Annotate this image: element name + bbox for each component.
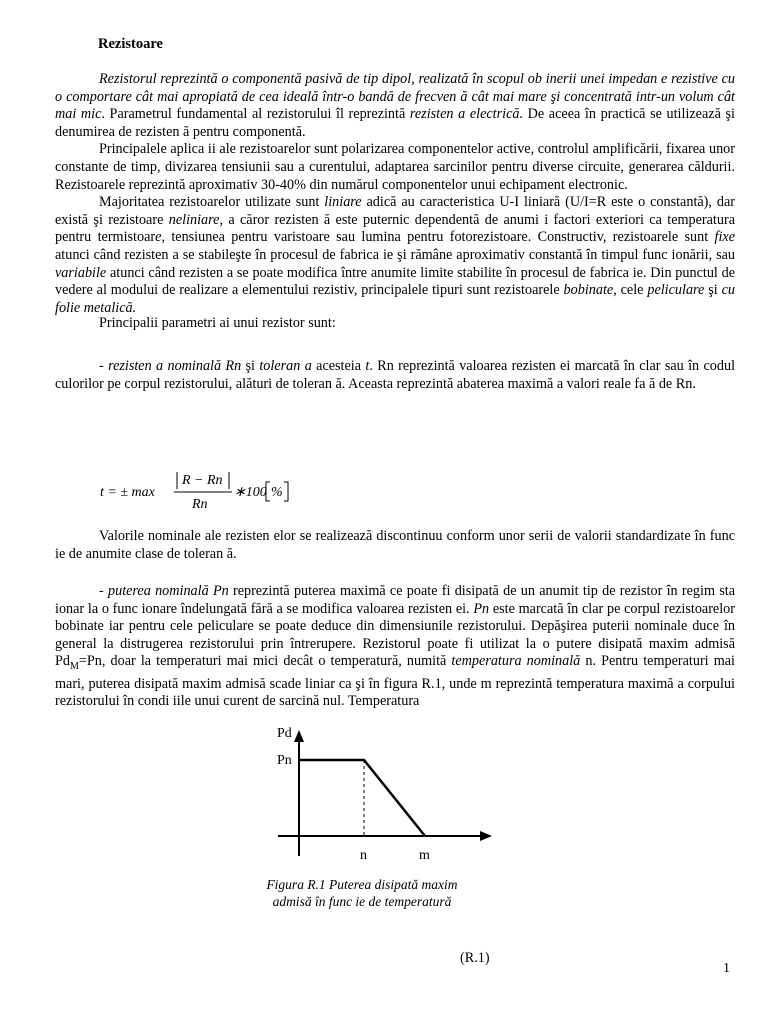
italic-definition: Rezistorul reprezintă o componentă pasivă de tip dipol, realizată în scopul ob inerii unei impedan e rezistive cu o comportare cât mai apropiată de cea ideală într-o bandă de frecven ă cât mai mare şi concentrată intr-un volum cât mai mic	[55, 71, 735, 123]
italic-term: liniare	[324, 194, 362, 211]
italic-term: rezisten a electrică.	[409, 106, 524, 123]
italic-term: bobinate	[563, 282, 614, 299]
paragraph-definition	[55, 71, 735, 141]
page-number: 1	[723, 961, 730, 976]
paragraph-nominal-values: Valorile nominale ale rezisten elor se realizează discontinuu conform unor serii de valorii standardizate în func ie de anumite clase de toleran ă.	[55, 528, 735, 562]
paragraph-types	[55, 194, 735, 317]
x-label-n: n	[360, 848, 367, 863]
text: -	[99, 583, 108, 599]
text: , tensiunea pentru varistoare sau lumina pentru fotorezistoare. Constructiv, rezistoarele sunt	[161, 229, 715, 246]
italic-term: peliculare	[647, 282, 705, 299]
italic-term: fixe	[714, 229, 736, 246]
text: -	[99, 358, 109, 374]
formula-unit: %	[271, 485, 283, 500]
formula-lhs: t = ± max	[100, 485, 155, 500]
derating-curve	[299, 760, 425, 836]
paragraph-intro	[55, 71, 735, 317]
italic-term: variabile	[55, 264, 107, 281]
italic-term: Pn	[473, 600, 490, 617]
text: atunci când rezisten a se stabileşte în procesul de fabrica ie şi rămâne aproximativ constantă în timpul func ionării, sau	[55, 246, 735, 263]
text: este marcată în clar pe corpul rezistoarelor bobinate iar pentru cele peliculare se poate deduce din dimensiunile rezistorului. Depăşirea puterii nominale duce în general la distrugerea rezistorului prin întrerupere. Rezistorul poate fi utilizat la o putere disipată maxim admisă Pd	[55, 600, 735, 670]
formula-tail: ∗100	[234, 485, 267, 500]
derating-graph	[222, 720, 492, 870]
formula-denominator: Rn	[192, 497, 208, 512]
text: atunci când rezisten a se poate modifica între anumite limite stabilite în procesul de fabrica ie. Din punctul de vedere al modului de realizare a elementului rezistiv, principalele tipuri sunt rezistoarele	[55, 264, 735, 299]
formula-label: (R.1)	[460, 950, 490, 966]
text: , cele	[613, 282, 648, 299]
text: n. Pentru temperaturi mai mari, puterea disipată maxim admisă scade liniar ca şi în figura R.1, unde m reprezintă temperatura maximă a corpului rezistorului în condi iile unui curent de sarcină nul. Temperatura	[55, 653, 735, 710]
y-axis-arrow	[294, 730, 304, 742]
italic-term: puterea nominală Pn	[108, 583, 229, 599]
formula-graphic	[100, 470, 360, 518]
text: şi	[704, 282, 722, 299]
italic-term: temperatura nominală	[451, 653, 581, 670]
text: adică au caracteristica U-I liniară (U/I=R este o constantă), dar există şi rezistoare	[55, 194, 735, 228]
paragraph-nominal-resistance	[55, 358, 735, 393]
text: =Pn, doar la temperaturi mai mici decât o temperatură, numită	[78, 653, 452, 670]
italic-term: neliniare	[168, 211, 220, 228]
paragraph-parameters-intro: Principalii parametri ai unui rezistor sunt:	[99, 315, 336, 331]
italic-term: e	[155, 229, 162, 246]
italic-term: cu folie metalică.	[55, 282, 735, 316]
italic-term: rezisten a nominală Rn	[108, 358, 242, 374]
bracket-right	[284, 482, 288, 501]
x-axis-arrow	[480, 831, 492, 841]
y-axis-label: Pd	[277, 726, 292, 741]
figure-r1	[222, 720, 492, 876]
formula-numerator: R − Rn	[182, 473, 223, 488]
text: Majoritatea rezistoarelor utilizate sunt	[99, 194, 325, 211]
text: . Rn reprezintă valoarea rezisten ei marcată în clar sau în codul culorilor pe corpul rezistorului, alături de toleran ă. Aceasta reprezintă abaterea maximă a valori reale fa ă de Rn.	[55, 358, 736, 392]
text: , a căror rezisten ă este puternic dependentă de anumi i factori exteriori ca temperatura pentru termistoar	[55, 211, 735, 246]
text: . Parametrul fundamental al rezistorului îl reprezintă	[101, 106, 410, 123]
pn-label: Pn	[277, 753, 292, 768]
x-label-m: m	[419, 848, 430, 863]
text: acesteia	[311, 358, 366, 374]
italic-term: t	[365, 358, 370, 374]
italic-term: toleran a	[259, 358, 312, 374]
subscript: M	[69, 661, 79, 673]
text: şi	[241, 358, 260, 374]
page-title: Rezistoare	[98, 36, 163, 52]
paragraph-nominal-power	[55, 583, 735, 711]
text: reprezintă puterea maximă ce poate fi disipată de un anumit tip de rezistor în regim sta ionar la o func ionare îndelungată fără a se modifica valoarea rezisten ei.	[55, 583, 735, 617]
figure-caption: Figura R.1 Puterea disipată maxim admisă în func ie de temperatură	[266, 877, 458, 909]
text: De aceea în practică se utilizează şi denumirea de rezisten ă pentru componentă.	[55, 106, 735, 140]
paragraph-applications: Principalele aplica ii ale rezistoarelor sunt polarizarea componentelor active, controlul amplificării, fixarea unor constante de timp, divizarea tensiunii sau a curentului, adaptarea sarcinilor pentru diverse circuite, generarea căldurii. Rezistoarele reprezintă aproximativ 30-40% din numărul componentelor unui echipament electronic.	[55, 141, 735, 193]
